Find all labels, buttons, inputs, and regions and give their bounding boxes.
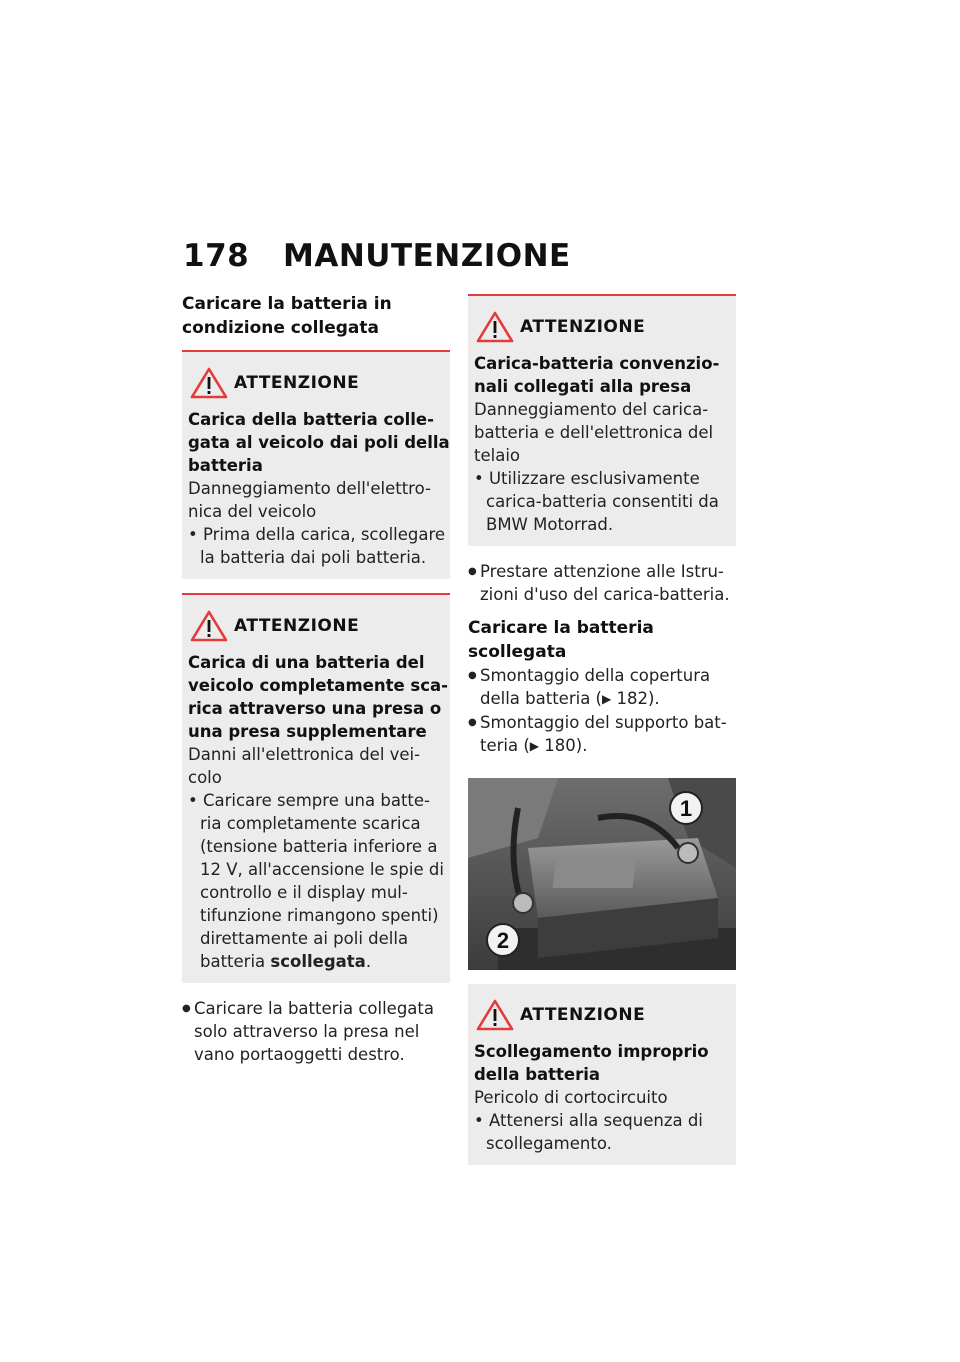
- list-item: • Caricare sempre una batte-ria completamente scarica (tensione batteria inferiore a 12 V, all'accensione le spie di controllo e il display mul-tifunzione rimangono spenti) direttamente ai poli della batteria scollegata.: [188, 791, 444, 971]
- callout-2: 2: [496, 928, 510, 953]
- warning-header: [468, 310, 736, 344]
- warning-list: [474, 1109, 736, 1155]
- warning-label: ATTENZIONE: [520, 317, 646, 337]
- warning-header: [182, 366, 450, 400]
- warning-triangle-icon: [190, 367, 228, 399]
- warning-triangle-icon: [476, 311, 514, 343]
- warning-header: [182, 609, 450, 643]
- warning-title: Carica della batteria colle-gata al veicolo dai poli della batteria: [188, 410, 450, 475]
- warning-list: [188, 523, 450, 569]
- warning-text: Danneggiamento dell'elettro-nica del veicolo: [188, 479, 431, 521]
- list-item-text: Smontaggio del supporto bat-teria (: [480, 713, 727, 755]
- list-item: • Attenersi alla sequenza di scollegamento.: [474, 1111, 703, 1153]
- page-number: 178: [183, 238, 250, 274]
- list-item: [468, 711, 736, 758]
- page-ref-arrow-icon: ▶: [602, 692, 612, 706]
- list-item: [468, 664, 736, 711]
- warning-box: [468, 294, 736, 546]
- list-item: ● Caricare la batteria collegata solo attraverso la presa nel vano portaoggetti destro.: [182, 997, 450, 1066]
- heading-charge-disconnected: Caricare la batteria scollegata: [468, 618, 654, 662]
- callout-1: 1: [679, 796, 693, 821]
- list-item-text: Caricare sempre una batte-ria completamente scarica (tensione batteria inferiore a 12 V, all'accensione le spie di controllo e il display mul-tifunzione rimangono spenti) direttamente ai poli della batteria: [200, 791, 444, 971]
- warning-list: [474, 467, 736, 536]
- warning-title: Carica di una batteria del veicolo completamente sca-rica attraverso una presa o una presa supplementare: [188, 653, 448, 741]
- warning-triangle-icon: [190, 610, 228, 642]
- page-header: [183, 238, 571, 274]
- warning-box: [468, 984, 736, 1165]
- warning-title: Carica-batteria convenzio-nali collegati alla presa: [474, 354, 720, 396]
- warning-label: ATTENZIONE: [234, 616, 360, 636]
- section-title: MANUTENZIONE: [283, 238, 571, 274]
- warning-label: ATTENZIONE: [234, 373, 360, 393]
- warning-label: ATTENZIONE: [520, 1005, 646, 1025]
- list-item: ● Prestare attenzione alle Istru-zioni d'uso del carica-batteria.: [468, 560, 736, 606]
- list-item-text: Prima della carica, scollegare la batteria dai poli batteria.: [200, 525, 446, 567]
- list-item: • Prima della carica, scollegare la batteria dai poli batteria.: [188, 525, 446, 567]
- warning-box: [182, 350, 450, 579]
- left-column: [182, 292, 450, 1066]
- list-item-end: .: [365, 952, 372, 971]
- bullet-list: [182, 997, 450, 1066]
- bullet-list: [468, 664, 736, 758]
- battery-illustration: [468, 778, 736, 970]
- bullet-list: [468, 560, 736, 606]
- warning-box: [182, 593, 450, 983]
- warning-text: Danni all'elettronica del vei-colo: [188, 745, 421, 787]
- battery-photo: [468, 778, 736, 970]
- list-item-end: ).: [647, 689, 660, 708]
- warning-title: Scollegamento improprio della batteria: [474, 1042, 709, 1084]
- list-item-text: Utilizzare esclusivamente carica-batteria consentiti da BMW Motorrad.: [486, 469, 719, 534]
- warning-text: Danneggiamento del carica-batteria e dell'elettronica del telaio: [474, 400, 714, 465]
- list-item-end: ).: [575, 736, 588, 755]
- list-item: • Utilizzare esclusivamente carica-batteria consentiti da BMW Motorrad.: [474, 469, 719, 534]
- warning-list: [188, 789, 450, 973]
- list-item-text: Smontaggio della copertura della batteria (: [480, 666, 711, 708]
- warning-triangle-icon: [476, 999, 514, 1031]
- page-ref[interactable]: 180: [544, 736, 576, 755]
- warning-header: [468, 998, 736, 1032]
- list-item-text: Attenersi alla sequenza di scollegamento.: [486, 1111, 703, 1153]
- list-item-bold: scollegata: [270, 952, 366, 971]
- heading-charge-connected: Caricare la batteria in condizione collegata: [182, 294, 392, 338]
- page-ref-arrow-icon: ▶: [529, 739, 540, 753]
- page-ref[interactable]: 182: [616, 689, 648, 708]
- right-column: [468, 294, 736, 1179]
- warning-text: Pericolo di cortocircuito: [474, 1088, 668, 1107]
